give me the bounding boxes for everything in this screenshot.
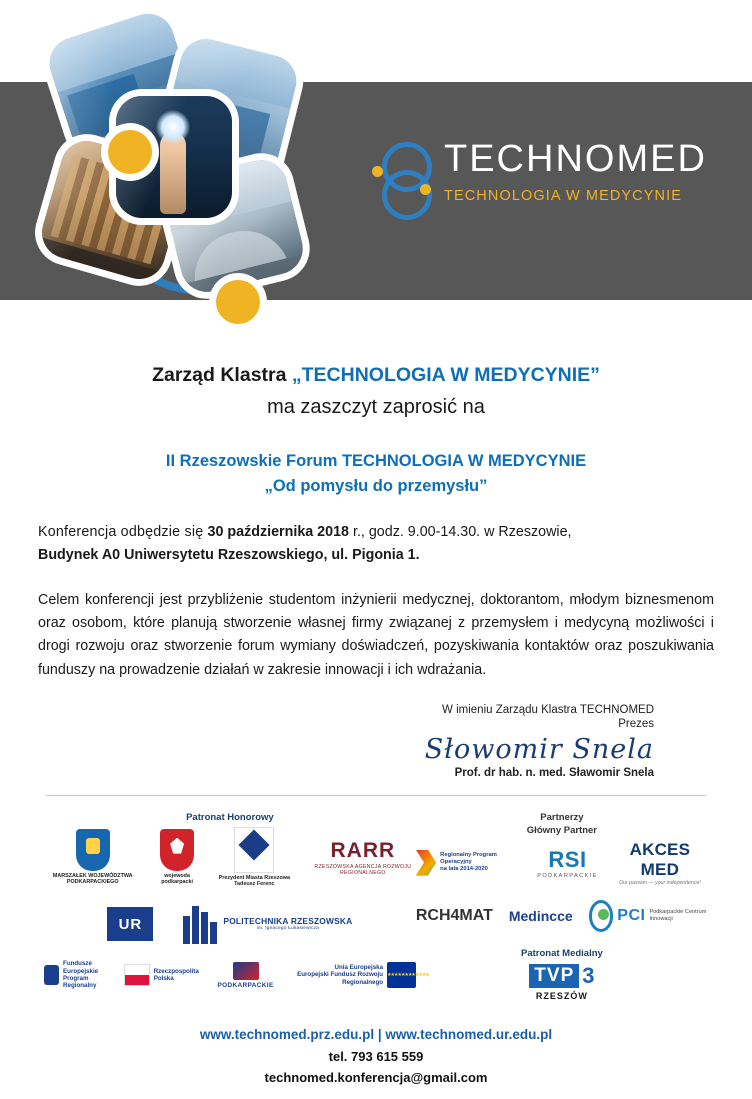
signature-name: Prof. dr hab. n. med. Sławomir Snela [454, 766, 654, 779]
logo-title: UR [107, 907, 153, 941]
footer-websites [0, 1027, 752, 1042]
logo-marszalek-wojewodztwa-podkarpackiego [44, 829, 141, 887]
footer-email[interactable]: technomed.konferencja@gmail.com [264, 1070, 488, 1085]
logo-title: RCH4MAT [415, 906, 493, 924]
logo-caption: Podkarpackie Centrum Innowacji [649, 908, 707, 922]
signature-role: Prezes [618, 717, 654, 730]
invitation-block [38, 360, 714, 423]
universities-logo-row [44, 904, 416, 944]
logo-sections [38, 806, 714, 1001]
polish-flag-icon [124, 964, 149, 986]
pci-mark-icon [589, 900, 614, 932]
logo-tvp3-rzeszow [529, 963, 594, 1001]
page-footer [0, 1027, 752, 1085]
logo-caption: RZESZÓW [535, 990, 588, 1001]
logo-sub: Program Regionalny [63, 975, 97, 990]
logo-caption: Regionalny Program Operacyjny [440, 851, 497, 866]
eu-flag-icon [387, 962, 416, 988]
logo-caption: Fundusze Europejskie [63, 960, 99, 975]
logo-akces-med [612, 840, 708, 886]
logo-uniwersytet-rzeszowski [107, 907, 153, 941]
logo-caption: im. Ignacego Łukasiewicza [256, 926, 320, 932]
logo-title: Medincce [508, 907, 573, 924]
logo-rch-4-mat [416, 907, 493, 925]
partners-logo-row-1 [416, 840, 708, 886]
logo-medincce [509, 908, 573, 924]
honorary-caption: Patronat Honorowy [186, 811, 274, 823]
website-link-prz[interactable]: www.technomed.prz.edu.pl [199, 1027, 375, 1042]
signature-block [38, 704, 714, 779]
logo-sub: Europejski Fundusz Rozwoju Regionalnego [297, 971, 384, 986]
logo-caption: MARSZAŁEK WOJEWÓDZTWA PODKARPACKIEGO [52, 872, 133, 886]
logo-title: RARR [330, 838, 396, 862]
invitation-line1-prefix: Zarząd Klastra [152, 364, 292, 386]
podkarpackie-mark-icon [233, 962, 259, 980]
tvp-channel: 3 [582, 962, 595, 988]
logo-fundusze-europejskie [44, 960, 112, 990]
honorary-patronage-section [44, 806, 416, 1001]
logo-caption: Prezydent Miasta Rzeszowa Tadeusz Ferenc [218, 874, 290, 888]
partners-logo-row-2 [416, 900, 708, 932]
details-venue: Budynek A0 Uniwersytetu Rzeszowskiego, ul. Pigonia 1. [38, 546, 420, 563]
politechnika-mark-icon [183, 904, 217, 944]
logo-pci [589, 900, 708, 932]
logo-wojewoda-podkarpacki [155, 829, 198, 887]
media-patronage-caption: Patronat Medialny [520, 947, 603, 959]
accent-dot-icon [216, 280, 260, 324]
logo-caption: wojewoda podkarpacki [161, 872, 193, 886]
technomed-logo [372, 140, 707, 214]
details-date: 30 października 2018 [207, 523, 349, 540]
logo-rsi-podkarpackie [537, 847, 598, 879]
tvp-mark: TVP [529, 964, 579, 988]
media-logo-row [416, 963, 708, 1001]
accent-dot-icon [108, 130, 152, 174]
logo-podkarpackie [217, 962, 273, 989]
logo-caption: Our passion — your independence! [619, 879, 701, 886]
partners-section [416, 806, 708, 1001]
footer-separator: | [374, 1027, 386, 1042]
event-title: II Rzeszowskie Forum TECHNOLOGIA W MEDYCYNIE [165, 452, 587, 471]
main-partner-caption: Główny Partner [526, 824, 598, 836]
logo-title: PCI [617, 906, 646, 924]
logo-caption: Rzeczpospolita Polska [153, 967, 199, 983]
event-title-block [38, 449, 714, 499]
logo-caption: Unia Europejska [334, 963, 384, 971]
logo-caption: RZESZOWSKA AGENCJA ROZWOJU REGIONALNEGO [314, 863, 412, 876]
purpose-paragraph: Celem konferencji jest przybliżenie studentom inżynierii medycznej, doktorantom, młodym biznesmenom oraz osobom, które planują stworzenie własnej firmy związanej z przemysłem i medycyną możliwości i drogi rozwoju oraz stworzenie forum wymiany doświadczeń, pozyskiwania kontaktów oraz poszukiwania funduszy na prowadzenie działań w zakresie innowacji i ich wdrażania. [38, 592, 714, 678]
photo-cluster [20, 18, 320, 308]
brand-subtitle: TECHNOLOGIA W MEDYCYNIE [444, 187, 682, 204]
signature-glyph: Słowomir Snela [424, 733, 654, 765]
website-link-ur[interactable]: www.technomed.ur.edu.pl [385, 1027, 553, 1042]
invitation-line2: ma zaszczyt zaprosić na [267, 396, 485, 419]
honorary-logo-row [44, 827, 416, 889]
document-body [0, 360, 752, 1001]
logo-title: RSI [548, 846, 587, 872]
logo-title: AKCES MED [629, 839, 691, 879]
logo-unia-europejska [286, 962, 416, 988]
fundusze-mark-icon [44, 965, 59, 985]
footer-phone: tel. 793 615 559 [328, 1049, 424, 1064]
logo-title: POLITECHNIKA RZESZOWSKA [223, 915, 353, 926]
logo-rzeczpospolita-polska [124, 964, 205, 986]
details-lead-prefix: Konferencja odbędzie się [38, 523, 208, 540]
logo-rarr [310, 839, 416, 876]
logo-sub: na lata 2014-2020 [440, 866, 488, 873]
rpo-chevron-icon [416, 850, 436, 876]
signature-on-behalf: W imieniu Zarządu Klastra TECHNOMED [442, 703, 654, 716]
invitation-line1-highlight: „TECHNOLOGIA W MEDYCYNIE” [291, 364, 600, 386]
event-details [38, 521, 714, 567]
logo-regionalny-program-operacyjny [416, 850, 523, 876]
logo-politechnika-rzeszowska [183, 904, 352, 944]
divider [46, 795, 706, 796]
details-lead-suffix: r., godz. 9.00-14.30. w Rzeszowie, [349, 523, 572, 540]
partners-caption: Partnerzy [540, 811, 584, 823]
logo-caption: PODKARPACKIE [537, 872, 598, 879]
technomed-mark-icon [372, 140, 432, 214]
logo-caption: PODKARPACKIE [217, 981, 274, 989]
event-subtitle: „Od pomysłu do przemysłu” [264, 476, 488, 495]
page-header [0, 0, 752, 320]
eu-funding-logo-row [44, 960, 416, 990]
logo-prezydent-miasta-rzeszowa [213, 827, 296, 889]
brand-name: TECHNOMED [444, 138, 707, 180]
